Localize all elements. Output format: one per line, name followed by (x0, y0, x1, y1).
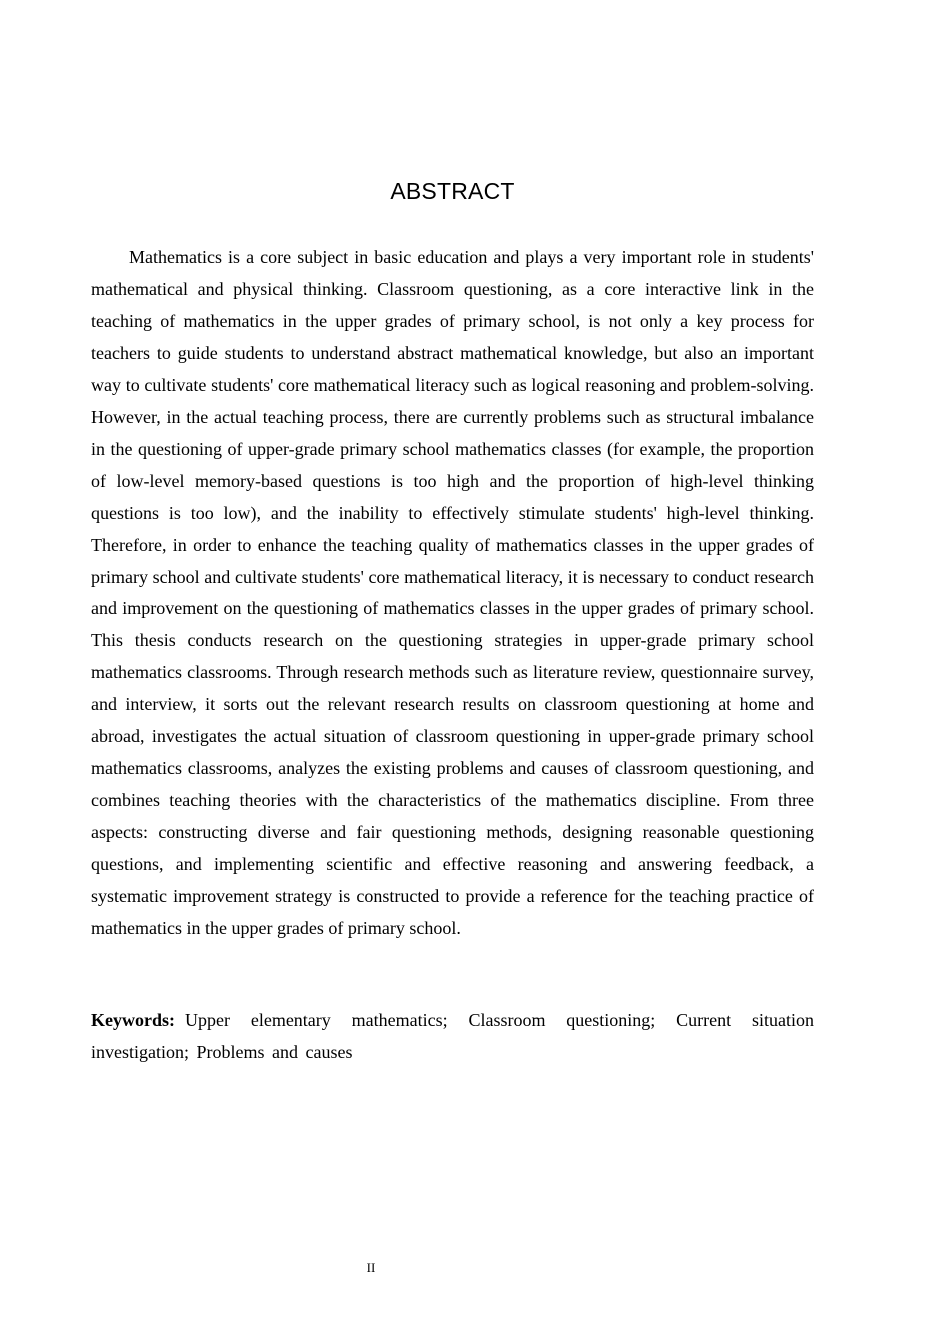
keywords-label: Keywords: (91, 1010, 175, 1030)
abstract-title: ABSTRACT (390, 178, 515, 204)
page-number: II (366, 1260, 376, 1275)
abstract-paragraph: Mathematics is a core subject in basic education and plays a very important role in students' mathematical and physical thinking. Classroom questioning, as a core interactive link in the teaching of mathematics in the upper grades of primary school, is not only a key process for teachers to guide students to understand abstract mathematical knowledge, but also an important way to cultivate students' core mathematical literacy such as logical reasoning and problem-solving. However, in the actual teaching process, there are currently problems such as structural imbalance in the questioning of upper-grade primary school mathematics classes (for example, the proportion of low-level memory-based questions is too high and the proportion of high-level thinking questions is too low), and the inability to effectively stimulate students' high-level thinking. Therefore, in order to enhance the teaching quality of mathematics classes in the upper grades of primary school and cultivate students' core mathematical literacy, it is necessary to conduct research and improvement on the questioning of mathematics classes in the upper grades of primary school. This thesis conducts research on the questioning strategies in upper-grade primary school mathematics classrooms. Through research methods such as literature review, questionnaire survey, and interview, it sorts out the relevant research results on classroom questioning at home and abroad, investigates the actual situation of classroom questioning in upper-grade primary school mathematics classrooms, analyzes the existing problems and causes of classroom questioning, and combines teaching theories with the characteristics of the mathematics discipline. From three aspects: constructing diverse and fair questioning methods, designing reasonable questioning questions, and implementing scientific and effective reasoning and answering feedback, a systematic improvement strategy is constructed to provide a reference for the teaching practice of mathematics in the upper grades of primary school. (91, 247, 814, 939)
keywords-line (91, 1004, 814, 1068)
keywords-list: Upper elementary mathematics; Classroom questioning; Current situation investigation; Problems and causes (91, 1010, 814, 1062)
